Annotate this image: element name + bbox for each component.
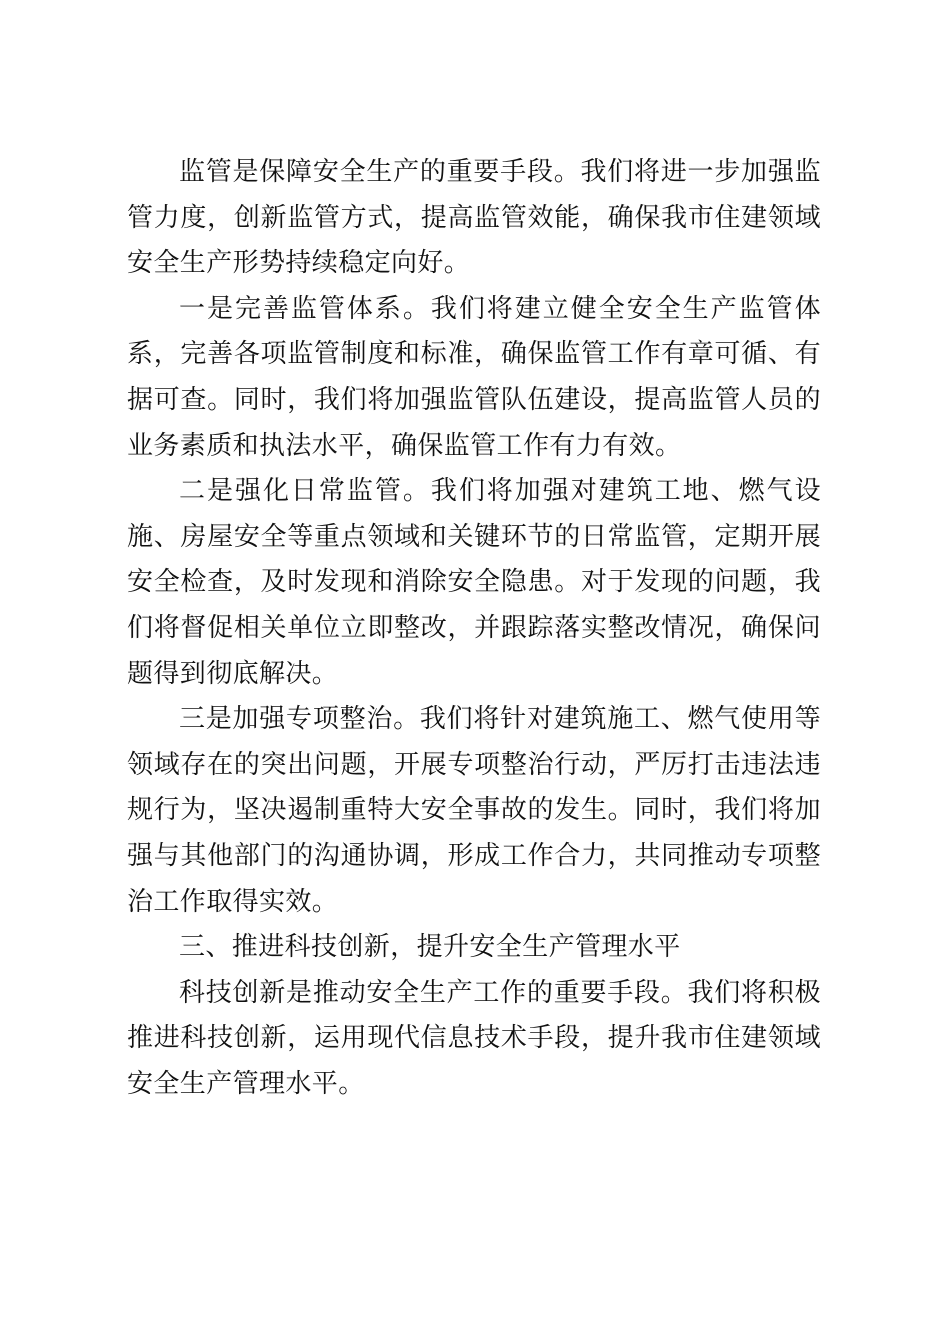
- section-heading-tech-innovation: 三、推进科技创新，提升安全生产管理水平: [179, 932, 681, 963]
- document-body: [127, 150, 821, 1107]
- paragraph-improve-system: 一是完善监管体系。我们将建立健全安全生产监管体系，完善各项监管制度和标准，确保监管工作有章可循、有据可查。同时，我们将加强监管队伍建设，提高监管人员的业务素质和执法水平，确保监管工作有力有效。: [127, 293, 821, 461]
- paragraph-daily-supervision: 二是强化日常监管。我们将加强对建筑工地、燃气设施、房屋安全等重点领域和关键环节的日常监管，定期开展安全检查，及时发现和消除安全隐患。对于发现的问题，我们将督促相关单位立即整改，并跟踪落实整改情况，确保问题得到彻底解决。: [127, 476, 821, 689]
- paragraph-supervision-intro: 监管是保障安全生产的重要手段。我们将进一步加强监管力度，创新监管方式，提高监管效能，确保我市住建领域安全生产形势持续稳定向好。: [127, 157, 821, 279]
- paragraph-special-rectification: 三是加强专项整治。我们将针对建筑施工、燃气使用等领域存在的突出问题，开展专项整治行动，严厉打击违法违规行为，坚决遏制重特大安全事故的发生。同时，我们将加强与其他部门的沟通协调，形成工作合力，共同推动专项整治工作取得实效。: [127, 704, 821, 917]
- paragraph-tech-innovation: 科技创新是推动安全生产工作的重要手段。我们将积极推进科技创新，运用现代信息技术手段，提升我市住建领域安全生产管理水平。: [127, 977, 821, 1099]
